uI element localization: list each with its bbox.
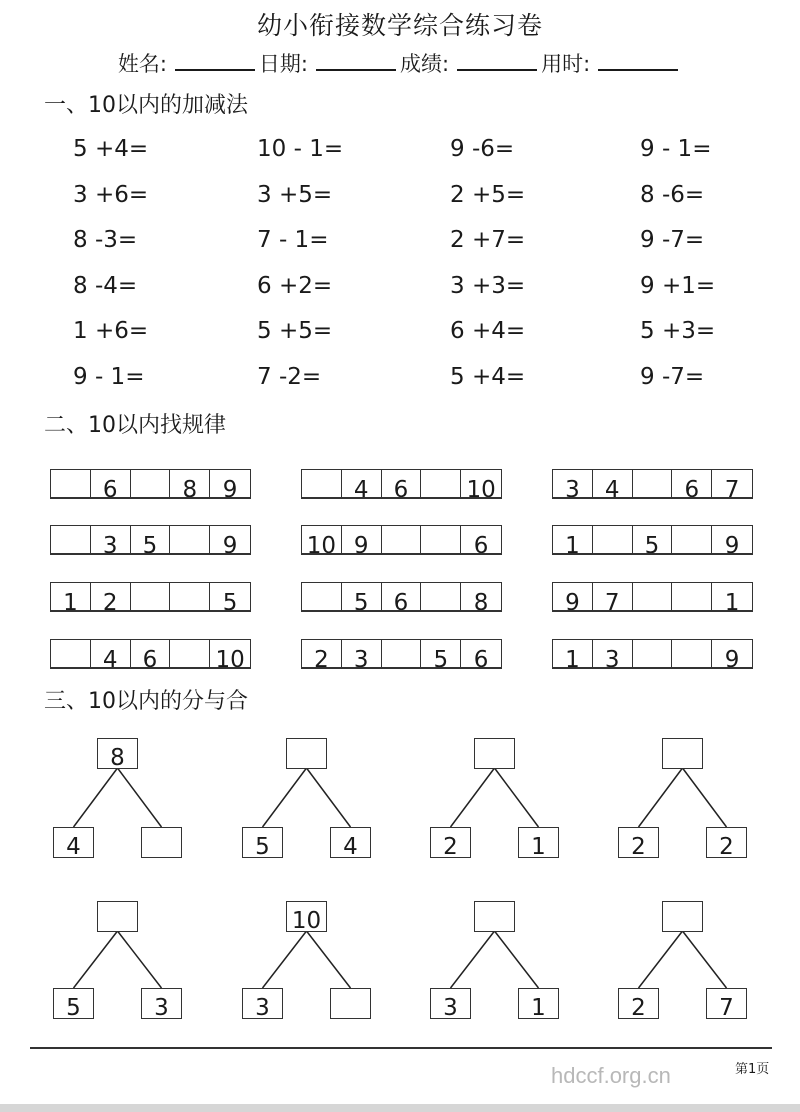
date-blank[interactable] [316,51,396,71]
bond-part-left-box[interactable]: 2 [618,827,659,858]
score-blank[interactable] [457,51,537,71]
bottom-bar [0,1104,800,1112]
sequence-cell[interactable] [382,640,422,667]
bond-part-left-box[interactable]: 5 [242,827,283,858]
bond-total-box[interactable] [662,738,703,769]
sequence-cell[interactable] [382,526,422,553]
sequence-cell[interactable]: 9 [724,647,740,667]
sequence-strip [50,469,251,499]
equation: 2 +7= [450,227,526,253]
bond-part-left-box[interactable]: 5 [53,988,94,1019]
bond-part-right-box[interactable]: 1 [518,988,559,1019]
section-2-heading: 二、10以内找规律 [44,413,226,438]
sequence-cell[interactable]: 6 [91,470,131,497]
equation: 9 +1= [640,272,716,299]
sequence-cell[interactable]: 5 [421,640,461,667]
equation: 9 -7= [640,363,705,390]
bond-part-right-box[interactable]: 1 [518,827,559,858]
sequence-cell[interactable] [51,470,91,497]
sequence-cell[interactable]: 3 [342,640,382,667]
sequence-cell[interactable]: 9 [222,533,238,553]
sequence-cell[interactable]: 1 [51,583,91,610]
sequence-cell[interactable]: 1 [553,526,593,553]
date-field[interactable] [259,48,400,78]
bond-total-box[interactable] [286,738,327,769]
sequence-strip [301,469,502,499]
sequence-cell[interactable]: 6 [672,470,712,497]
sequence-cell[interactable]: 4 [593,470,633,497]
sequence-strip [301,639,502,669]
sequence-cell[interactable] [302,470,342,497]
section-3-heading: 三、10以内的分与合 [44,689,248,714]
equation: 3 +5= [257,181,333,208]
equation: 9 - 1= [640,136,712,162]
sequence-cell[interactable]: 5 [633,526,673,553]
sequence-cell[interactable]: 2 [91,583,131,610]
equation: 1 +6= [73,318,149,344]
bond-total-box[interactable] [662,901,703,932]
equation: 9 -7= [640,227,705,253]
time-used-blank[interactable] [598,51,678,71]
sequence-cell[interactable]: 5 [131,526,171,553]
date-label: 日期: [258,52,308,76]
sequence-cell[interactable]: 8 [170,470,210,497]
equation: 10 - 1= [257,136,344,162]
sequence-cell[interactable]: 6 [382,583,422,610]
time-used-field[interactable] [541,48,682,78]
sequence-cell[interactable]: 6 [473,647,489,667]
equation: 7 -2= [257,363,322,390]
bond-part-right-box[interactable]: 4 [330,827,371,858]
sequence-cell[interactable]: 6 [131,640,171,667]
sequence-strip [301,582,502,612]
sequence-strip [552,525,753,555]
sequence-cell[interactable]: 4 [342,470,382,497]
bond-total-box[interactable]: 8 [97,738,138,769]
sequence-cell[interactable]: 10 [215,647,245,667]
score-field[interactable] [400,48,541,78]
sequence-cell[interactable] [170,583,210,610]
equation: 9 -6= [450,136,515,162]
sequence-cell[interactable]: 7 [724,477,740,497]
sequence-cell[interactable] [421,583,461,610]
bond-total-box[interactable] [97,901,138,932]
sequence-cell[interactable]: 5 [342,583,382,610]
sequence-cell[interactable]: 3 [91,526,131,553]
equation: 5 +3= [640,318,716,344]
student-info-row [0,48,800,78]
bond-total-box[interactable] [474,901,515,932]
sequence-cell[interactable] [170,640,210,667]
sequence-cell[interactable] [51,640,91,667]
sequence-cell[interactable] [593,526,633,553]
bond-part-left-box[interactable]: 3 [242,988,283,1019]
sequence-cell[interactable] [633,583,673,610]
worksheet-title: 幼小衔接数学综合练习卷 [256,11,543,40]
sequence-cell[interactable] [302,583,342,610]
score-label: 成绩: [400,52,450,76]
watermark: hdccf.org.cn [551,1063,671,1088]
bond-part-right-box[interactable]: 3 [141,988,182,1019]
sequence-strip [50,639,251,669]
sequence-cell[interactable] [131,470,171,497]
equation: 2 +5= [450,181,526,208]
sequence-cell[interactable] [633,470,673,497]
sequence-cell[interactable]: 6 [473,533,489,553]
equation: 7 - 1= [257,227,329,253]
equation: 5 +4= [73,136,149,162]
time-used-label: 用时: [541,52,591,76]
sequence-strip [552,469,753,499]
sequence-cell[interactable] [131,583,171,610]
bond-part-left-box[interactable]: 2 [618,988,659,1019]
sequence-strip [552,582,753,612]
sequence-cell[interactable] [421,526,461,553]
equation: 6 +4= [450,318,526,344]
sequence-cell[interactable] [672,640,712,667]
equation: 5 +4= [450,363,526,390]
name-label: 姓名: [117,52,167,76]
bond-part-right-box[interactable]: 2 [706,827,747,858]
sequence-cell[interactable]: 9 [342,526,382,553]
name-blank[interactable] [175,51,255,71]
page-number: 第1页 [735,1062,770,1077]
sequence-cell[interactable] [672,583,712,610]
bond-part-left-box[interactable]: 2 [430,827,471,858]
sequence-cell[interactable]: 9 [222,477,238,497]
equation: 6 +2= [257,272,333,299]
equation: 8 -6= [640,181,705,208]
sequence-cell[interactable]: 5 [222,590,238,610]
bond-part-left-box[interactable]: 3 [430,988,471,1019]
sequence-cell[interactable] [633,640,673,667]
equation: 8 -4= [73,272,138,299]
section-1-heading: 一、10以内的加减法 [44,93,248,118]
sequence-cell[interactable]: 9 [553,583,593,610]
equation: 5 +5= [257,318,333,344]
bond-part-right-box[interactable]: 7 [706,988,747,1019]
sequence-cell[interactable] [421,470,461,497]
sequence-strip [301,525,502,555]
bond-total-box[interactable]: 10 [286,901,327,932]
sequence-strip [50,582,251,612]
bond-part-left-box[interactable]: 4 [53,827,94,858]
equation: 3 +6= [73,181,149,208]
equation: 8 -3= [73,227,138,253]
sequence-cell[interactable]: 1 [553,640,593,667]
sequence-cell[interactable] [672,526,712,553]
sequence-cell[interactable]: 10 [466,477,496,497]
equation: 3 +3= [450,272,526,299]
sequence-cell[interactable]: 2 [302,640,342,667]
sequence-cell[interactable] [170,526,210,553]
footer-divider [30,1047,772,1049]
bond-total-box[interactable] [474,738,515,769]
sequence-strip [50,525,251,555]
sequence-cell[interactable]: 4 [91,640,131,667]
sequence-cell[interactable]: 6 [382,470,422,497]
bond-part-right-box[interactable] [330,988,371,1019]
sequence-cell[interactable] [51,526,91,553]
sequence-cell[interactable]: 7 [593,583,633,610]
equation: 9 - 1= [73,363,145,390]
bond-part-right-box[interactable] [141,827,182,858]
sequence-cell[interactable]: 9 [724,533,740,553]
sequence-cell[interactable]: 8 [473,590,489,610]
sequence-cell[interactable]: 3 [593,640,633,667]
sequence-cell[interactable]: 3 [553,470,593,497]
sequence-cell[interactable]: 1 [724,590,740,610]
sequence-cell[interactable]: 10 [302,526,342,553]
name-field[interactable] [118,48,259,78]
sequence-strip [552,639,753,669]
